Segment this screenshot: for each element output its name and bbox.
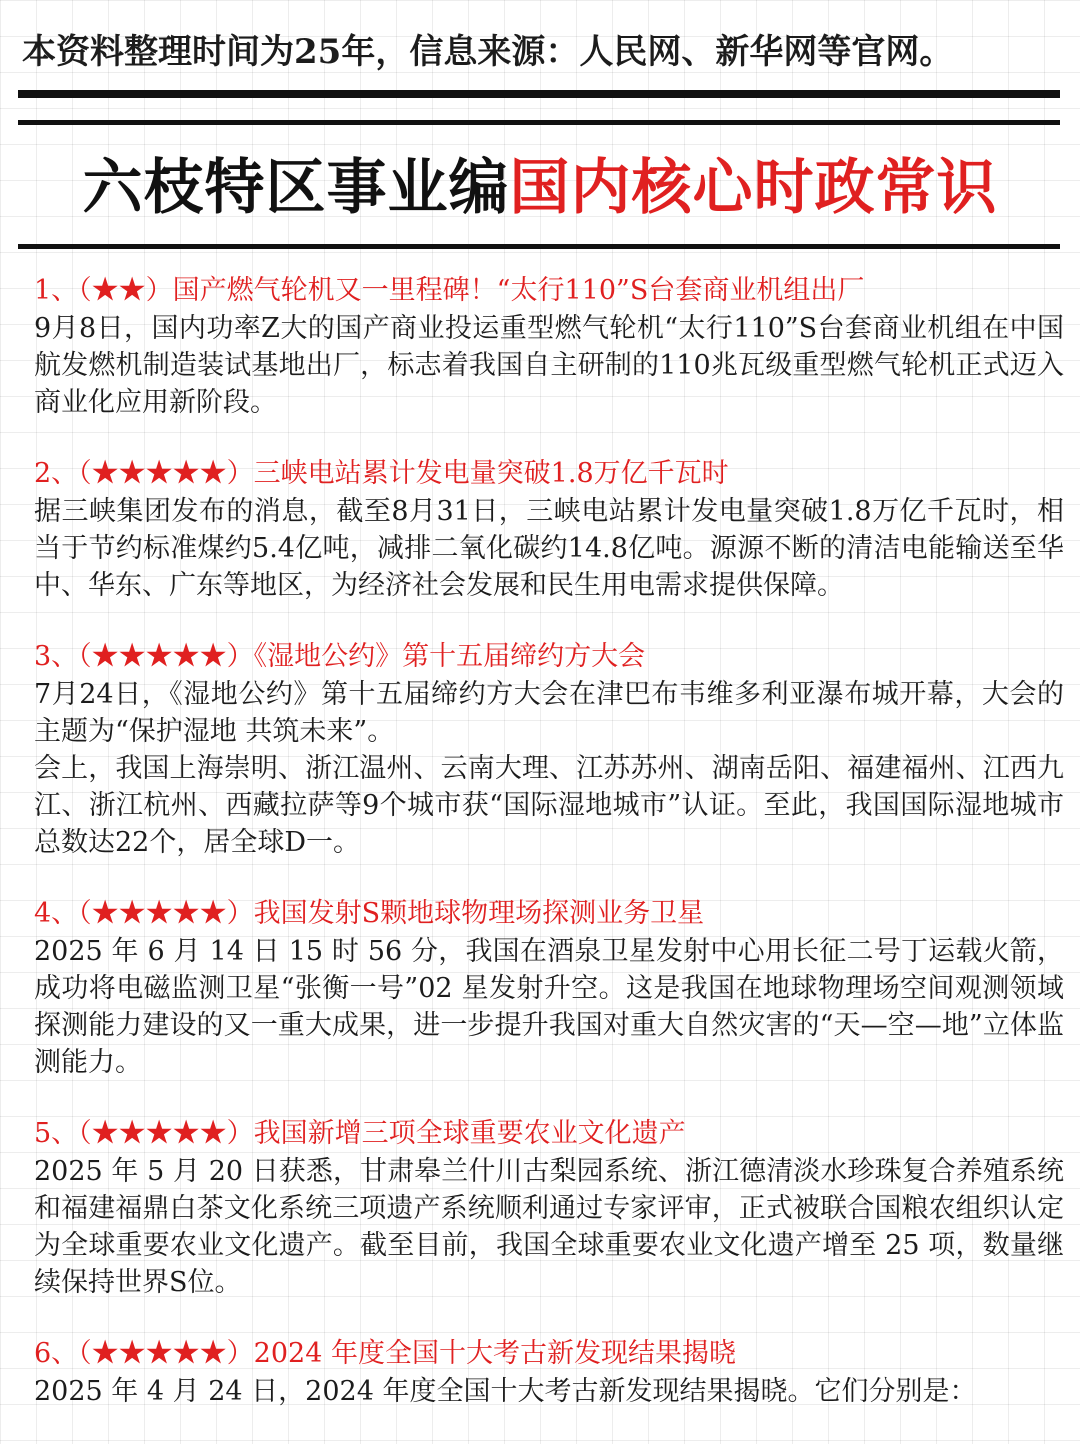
header-rule-thick [18,90,1060,98]
header-rule-thin [18,120,1060,125]
news-item-heading: 1、（★★）国产燃气轮机又一里程碑！“太行110”S台套商业机组出厂 [34,275,865,306]
news-item-body: 7月24日，《湿地公约》第十五届缔约方大会在津巴布韦维多利亚瀑布城开幕，大会的主题为“保护湿地 共筑未来”。 [34,679,1064,747]
source-note: 本资料整理时间为25年，信息来源：人民网、新华网等官网。 [22,32,954,72]
page-title [0,146,1080,230]
news-item [34,895,1064,1081]
news-item-body: 2025 年 6 月 14 日 15 时 56 分，我国在酒泉卫星发射中心用长征二号丁运载火箭，成功将电磁监测卫星“张衡一号”02 星发射升空。这是我国在地球物理场空间观测领域探测能力建设的又一重大成果，进一步提升我国对重大自然灾害的“天—空—地”立体监测能力。 [34,936,1064,1078]
title-black-part: 六枝特区事业编 [82,153,510,223]
news-item-heading: 5、（★★★★★）我国新增三项全球重要农业文化遗产 [34,1118,686,1149]
news-item-body: 9月8日，国内功率Z大的国产商业投运重型燃气轮机“太行110”S台套商业机组在中国航发燃机制造装试基地出厂，标志着我国自主研制的110兆瓦级重型燃气轮机正式迈入商业化应用新阶段。 [34,313,1064,418]
news-item-body: 据三峡集团发布的消息，截至8月31日，三峡电站累计发电量突破1.8万亿千瓦时，相当于节约标准煤约5.4亿吨，减排二氧化碳约14.8亿吨。源源不断的清洁电能输送至华中、华东、广东等地区，为经济社会发展和民生用电需求提供保障。 [34,496,1064,601]
news-item-heading: 4、（★★★★★）我国发射S颗地球物理场探测业务卫星 [34,898,705,929]
title-rule-bottom [18,244,1060,249]
news-item [34,1115,1064,1301]
news-item [34,638,1064,861]
news-item-body: 2025 年 4 月 24 日，2024 年度全国十大考古新发现结果揭晓。它们分别是： [34,1376,977,1407]
news-item [34,272,1064,421]
news-item [34,1335,1064,1410]
news-item-heading: 6、（★★★★★）2024 年度全国十大考古新发现结果揭晓 [34,1338,736,1369]
news-item-heading: 3、（★★★★★）《湿地公约》第十五届缔约方大会 [34,641,646,672]
news-item-body: 会上，我国上海崇明、浙江温州、云南大理、江苏苏州、湖南岳阳、福建福州、江西九江、浙江杭州、西藏拉萨等9个城市获“国际湿地城市”认证。至此，我国国际湿地城市总数达22个，居全球D一。 [34,753,1064,858]
news-item-body: 2025 年 5 月 20 日获悉，甘肃皋兰什川古梨园系统、浙江德清淡水珍珠复合养殖系统和福建福鼎白茶文化系统三项遗产系统顺利通过专家评审，正式被联合国粮农组织认定为全球重要农业文化遗产。截至目前，我国全球重要农业文化遗产增至 25 项，数量继续保持世界S位。 [34,1156,1064,1298]
news-item-heading: 2、（★★★★★）三峡电站累计发电量突破1.8万亿千瓦时 [34,458,729,489]
title-red-part: 国内核心时政常识 [509,153,998,223]
news-list [34,272,1064,1444]
news-item [34,455,1064,604]
